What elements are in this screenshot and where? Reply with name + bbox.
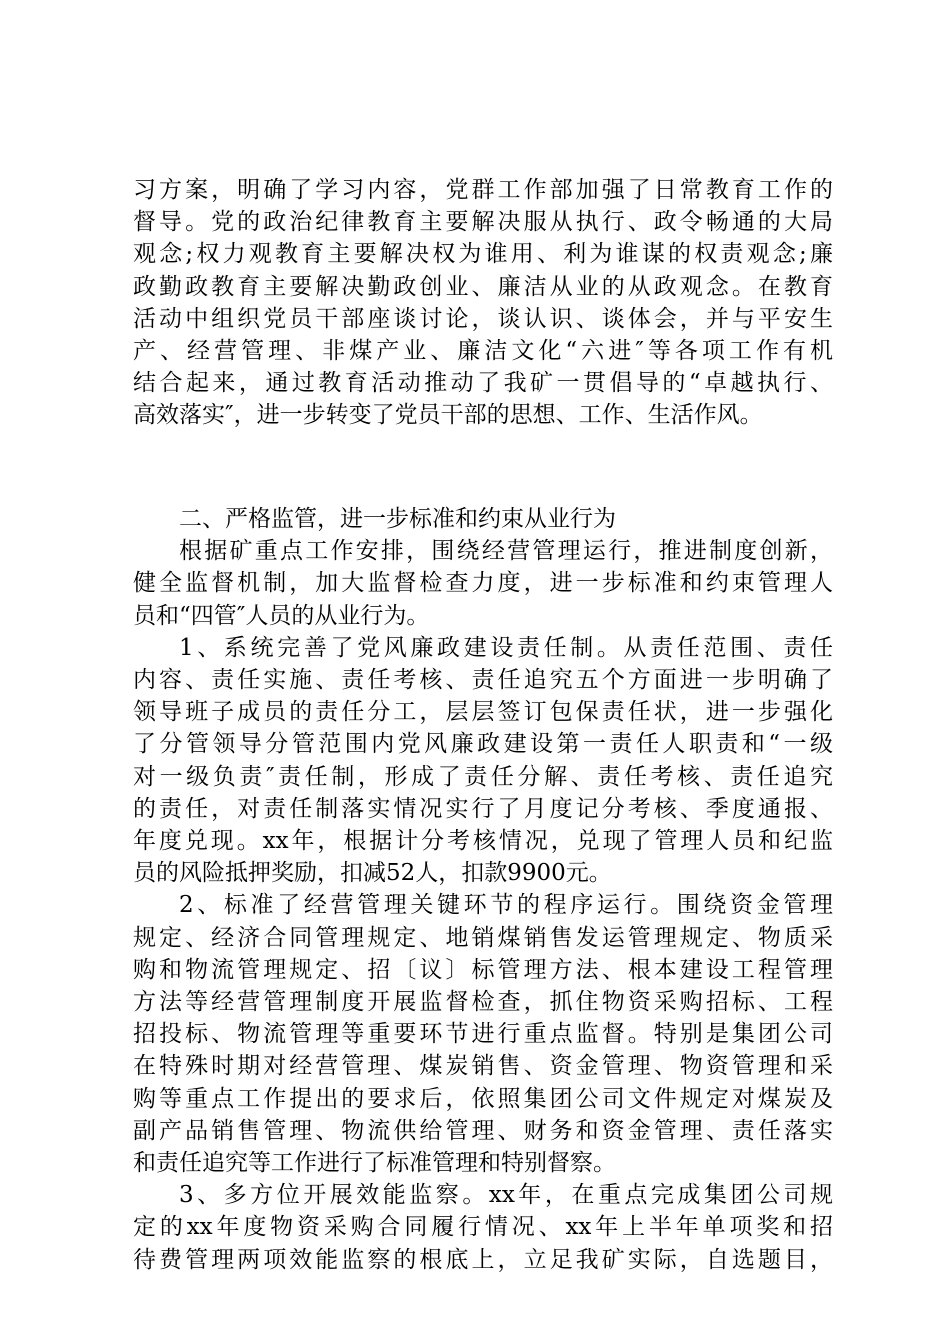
text-line: 结合起来，通过教育活动推动了我矿一贯倡导的“卓越执行、	[133, 370, 833, 397]
text-line: 3、多方位开展效能监察。xx年，在重点完成集团公司规	[179, 1182, 833, 1209]
text-line: 员和“四管″人员的从业行为。	[133, 602, 430, 629]
text-line: 健全监督机制，加大监督检查力度，进一步标准和约束管理人	[133, 570, 833, 597]
text-line: 2、标准了经营管理关键环节的程序运行。围绕资金管理	[179, 892, 833, 919]
paragraph-1	[133, 174, 833, 432]
text-line: 观念;权力观教育主要解决权为谁用、利为谁谋的权责观念;廉	[133, 241, 833, 268]
paragraph-2	[133, 535, 833, 632]
text-line: 方法等经营管理制度开展监督检查，抓住物资采购招标、工程	[133, 989, 833, 1016]
text-line: 的责任，对责任制落实情况实行了月度记分考核、季度通报、	[133, 795, 833, 822]
text-line: 产、经营管理、非煤产业、廉洁文化“六进″等各项工作有机	[133, 338, 833, 365]
item-3-efficiency	[133, 1179, 833, 1276]
text-line: 员的风险抵押奖励，扣减52人，扣款9900元。	[133, 860, 612, 887]
text-line: 督导。党的政治纪律教育主要解决服从执行、政令畅通的大局	[133, 209, 833, 236]
text-line: 1、系统完善了党风廉政建设责任制。从责任范围、责任	[179, 634, 833, 661]
text-line: 高效落实″，进一步转变了党员干部的思想、工作、生活作风。	[133, 402, 763, 429]
item-2-procedure	[133, 889, 833, 1179]
text-line: 领导班子成员的责任分工，层层签订包保责任状，进一步强化	[133, 699, 833, 726]
text-line: 了分管领导分管范围内党风廉政建设第一责任人职责和“一级	[133, 731, 833, 758]
text-line: 待费管理两项效能监察的根底上，立足我矿实际，自选题目，	[133, 1246, 833, 1273]
text-line: 年度兑现。xx年，根据计分考核情况，兑现了管理人员和纪监	[133, 828, 833, 855]
text-line: 活动中组织党员干部座谈讨论，谈认识、谈体会，并与平安生	[133, 305, 833, 332]
section-supervision	[133, 503, 833, 1276]
text-line: 和责任追究等工作进行了标准管理和特别督察。	[133, 1150, 616, 1177]
text-line: 规定、经济合同管理规定、地销煤销售发运管理规定、物质采	[133, 924, 833, 951]
text-line: 对一级负责″责任制，形成了责任分解、责任考核、责任追究	[133, 763, 833, 790]
text-line: 政勤政教育主要解决勤政创业、廉洁从业的从政观念。在教育	[133, 273, 833, 300]
item-1-responsibility	[133, 632, 833, 890]
text-line: 副产品销售管理、物流供给管理、财务和资金管理、责任落实	[133, 1117, 833, 1144]
text-line: 内容、责任实施、责任考核、责任追究五个方面进一步明确了	[133, 667, 833, 694]
section-heading	[133, 503, 833, 535]
text-line: 购和物流管理规定、招〔议〕标管理方法、根本建设工程管理	[133, 956, 833, 983]
text-line: 根据矿重点工作安排，围绕经营管理运行，推进制度创新，	[179, 538, 833, 565]
text-line: 定的xx年度物资采购合同履行情况、xx年上半年单项奖和招	[133, 1214, 833, 1241]
text-line: 购等重点工作提出的要求后，依照集团公司文件规定对煤炭及	[133, 1085, 833, 1112]
paragraph-education	[133, 174, 833, 432]
text-line: 习方案，明确了学习内容，党群工作部加强了日常教育工作的	[133, 177, 833, 203]
heading-text: 二、严格监管，进一步标准和约束从业行为	[179, 506, 616, 532]
text-line: 在特殊时期对经营管理、煤炭销售、资金管理、物资管理和采	[133, 1053, 833, 1080]
text-line: 招投标、物流管理等重要环节进行重点监督。特别是集团公司	[133, 1021, 833, 1048]
